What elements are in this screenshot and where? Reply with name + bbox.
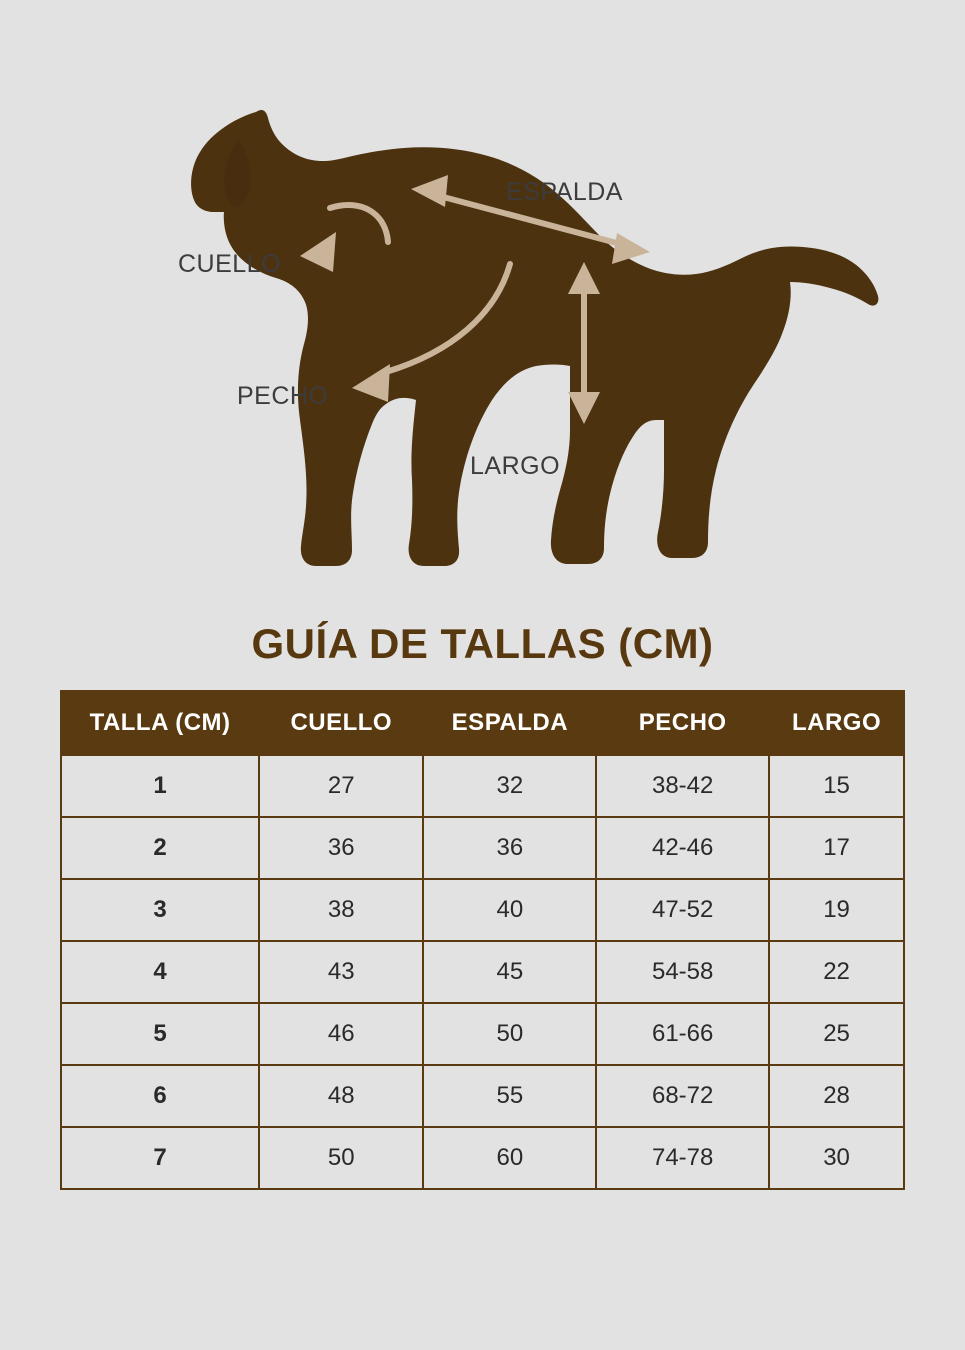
table-header: [61, 691, 904, 755]
cell-pecho: 61-66: [596, 1003, 769, 1065]
cell-talla: 7: [61, 1127, 259, 1189]
table-row: [61, 941, 904, 1003]
cell-pecho: 68-72: [596, 1065, 769, 1127]
label-largo: LARGO: [470, 452, 561, 480]
size-table: [60, 690, 905, 1190]
table-row: [61, 1003, 904, 1065]
table-row: [61, 1127, 904, 1189]
table-header-largo: LARGO: [769, 691, 904, 755]
table-header-pecho: PECHO: [596, 691, 769, 755]
cell-largo: 30: [769, 1127, 904, 1189]
cell-pecho: 38-42: [596, 755, 769, 817]
cell-talla: 1: [61, 755, 259, 817]
cell-cuello: 38: [259, 879, 423, 941]
cell-espalda: 50: [423, 1003, 596, 1065]
cell-espalda: 40: [423, 879, 596, 941]
cell-pecho: 74-78: [596, 1127, 769, 1189]
cell-cuello: 50: [259, 1127, 423, 1189]
cell-talla: 5: [61, 1003, 259, 1065]
cell-cuello: 27: [259, 755, 423, 817]
label-pecho: PECHO: [237, 382, 329, 410]
dog-silhouette-icon: [0, 0, 965, 610]
cell-cuello: 46: [259, 1003, 423, 1065]
cell-largo: 25: [769, 1003, 904, 1065]
table-row: [61, 755, 904, 817]
size-table-wrapper: [60, 690, 905, 1190]
table-header-row: [61, 691, 904, 755]
dog-measurement-diagram: [0, 0, 965, 610]
cell-talla: 6: [61, 1065, 259, 1127]
table-body: [61, 755, 904, 1189]
table-row: [61, 879, 904, 941]
cell-cuello: 36: [259, 817, 423, 879]
cell-talla: 4: [61, 941, 259, 1003]
cell-espalda: 32: [423, 755, 596, 817]
label-cuello: CUELLO: [178, 250, 282, 278]
table-header-cuello: CUELLO: [259, 691, 423, 755]
cell-largo: 19: [769, 879, 904, 941]
cell-cuello: 48: [259, 1065, 423, 1127]
cell-espalda: 55: [423, 1065, 596, 1127]
cell-largo: 28: [769, 1065, 904, 1127]
cell-largo: 15: [769, 755, 904, 817]
cell-espalda: 45: [423, 941, 596, 1003]
cell-pecho: 42-46: [596, 817, 769, 879]
table-header-talla: TALLA (CM): [61, 691, 259, 755]
cell-espalda: 60: [423, 1127, 596, 1189]
label-espalda: ESPALDA: [506, 178, 623, 206]
cell-largo: 22: [769, 941, 904, 1003]
cell-cuello: 43: [259, 941, 423, 1003]
cell-talla: 2: [61, 817, 259, 879]
espalda-arrowhead-right-icon: [612, 233, 650, 264]
cell-talla: 3: [61, 879, 259, 941]
cell-pecho: 47-52: [596, 879, 769, 941]
page-title: GUÍA DE TALLAS (CM): [251, 620, 714, 667]
table-row: [61, 817, 904, 879]
cell-espalda: 36: [423, 817, 596, 879]
cell-pecho: 54-58: [596, 941, 769, 1003]
table-row: [61, 1065, 904, 1127]
table-header-espalda: ESPALDA: [423, 691, 596, 755]
cell-largo: 17: [769, 817, 904, 879]
